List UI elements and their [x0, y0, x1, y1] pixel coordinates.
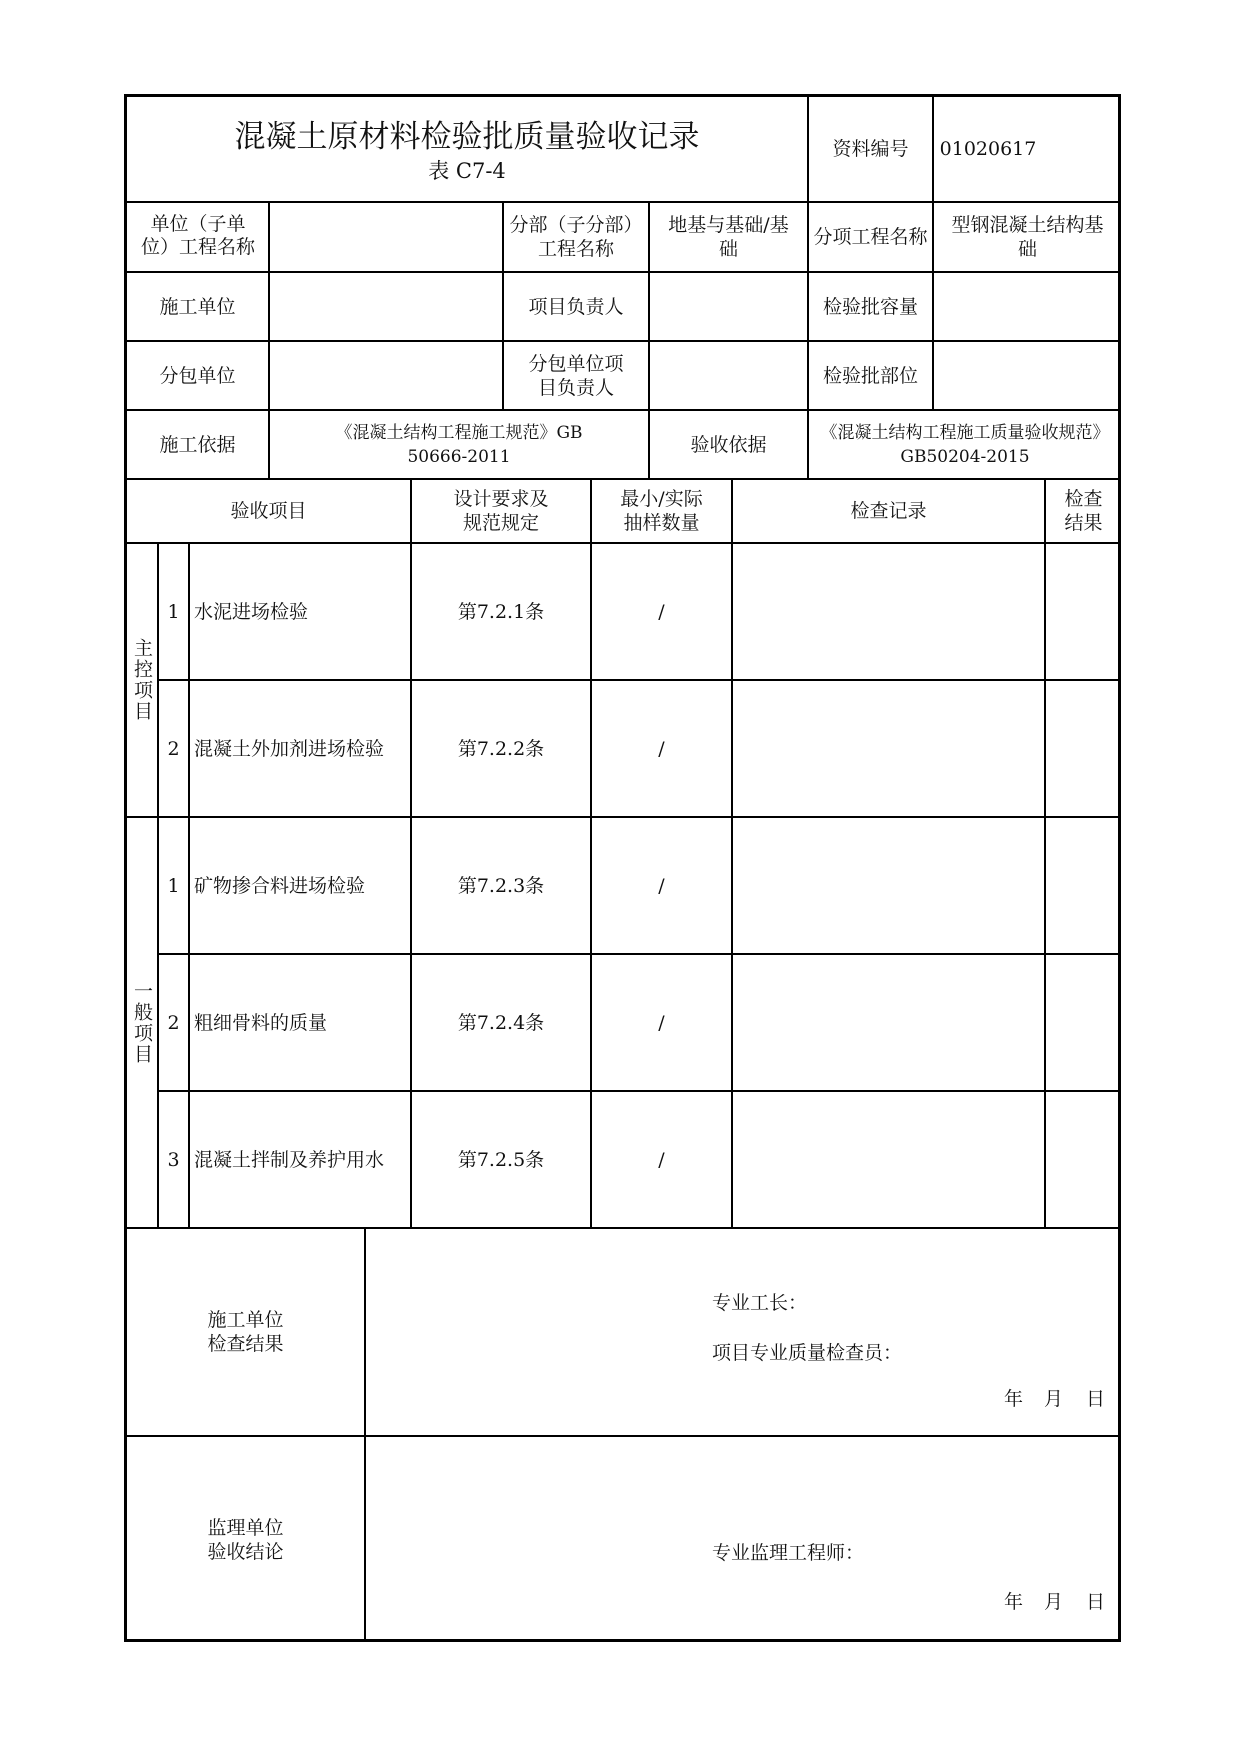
quality-inspector-signature-label: 项目专业质量检查员：: [712, 1342, 903, 1364]
unit-project-label: 单位（子单位）工程名称: [140, 213, 255, 258]
col-item-header: 验收项目: [230, 500, 307, 522]
col-result-header: 检查结果: [1064, 488, 1103, 534]
supervisor-date-year: 年: [1004, 1591, 1024, 1613]
main-item-2-no: 2: [167, 737, 180, 760]
general-item-1-result[interactable]: [1046, 818, 1121, 953]
col-record-header: 检查记录: [850, 500, 927, 522]
acceptance-basis-label: 验收依据: [690, 433, 767, 456]
general-item-2-name: 粗细骨料的质量: [194, 1011, 328, 1034]
contractor-value[interactable]: [270, 273, 502, 340]
main-item-2-sample: /: [658, 737, 665, 760]
general-item-3-clause: 第7.2.5条: [457, 1148, 545, 1171]
general-item-3-record[interactable]: [733, 1092, 1044, 1227]
rule: [364, 1227, 366, 1642]
sub-pm-value[interactable]: [650, 342, 807, 409]
doc-no-label: 资料编号: [832, 138, 909, 160]
general-item-2-result[interactable]: [1046, 955, 1121, 1090]
col-sample-header: 最小/实际抽样数量: [620, 488, 703, 534]
col-design-header: 设计要求及规范规定: [453, 488, 549, 534]
subitem-label: 分项工程名称: [813, 226, 928, 248]
general-item-2-record[interactable]: [733, 955, 1044, 1090]
location-value[interactable]: [934, 342, 1121, 409]
main-item-1-clause: 第7.2.1条: [457, 600, 545, 623]
group-general-label: 一般项目: [131, 980, 153, 1065]
contractor-date-day: 日: [1086, 1388, 1106, 1410]
contractor-date-month: 月: [1044, 1388, 1064, 1410]
doc-no-value: 01020617: [939, 138, 1037, 160]
main-item-2-record[interactable]: [733, 681, 1044, 816]
main-item-1-record[interactable]: [733, 544, 1044, 679]
basis-label: 施工依据: [159, 433, 236, 456]
general-item-3-no: 3: [167, 1148, 180, 1171]
form-title: 混凝土原材料检验批质量验收记录: [234, 119, 700, 155]
subitem-value[interactable]: 型钢混凝土结构基础: [951, 214, 1104, 260]
contractor-label: 施工单位: [159, 295, 236, 318]
general-item-3-name: 混凝土拌制及养护用水: [194, 1148, 385, 1171]
group-main-label: 主控项目: [131, 638, 153, 722]
contractor-date-year: 年: [1004, 1388, 1024, 1410]
general-item-2-clause: 第7.2.4条: [457, 1011, 545, 1034]
main-item-2-result[interactable]: [1046, 681, 1121, 816]
acceptance-basis-value: 《混凝土结构工程施工质量验收规范》GB50204-2015: [820, 422, 1110, 467]
supervising-engineer-signature-label: 专业监理工程师：: [712, 1542, 865, 1564]
general-item-1-name: 矿物掺合料进场检验: [194, 874, 366, 897]
general-item-1-no: 1: [167, 874, 180, 897]
general-item-3-result[interactable]: [1046, 1092, 1121, 1227]
pm-label: 项目负责人: [528, 295, 624, 318]
main-item-2-name: 混凝土外加剂进场检验: [194, 737, 385, 760]
subcontractor-value[interactable]: [270, 342, 502, 409]
main-item-1-no: 1: [167, 600, 180, 623]
main-item-1-name: 水泥进场检验: [194, 600, 309, 623]
foreman-signature-label: 专业工长：: [712, 1292, 808, 1314]
main-item-1-sample: /: [658, 600, 665, 623]
general-item-2-sample: /: [658, 1011, 665, 1034]
main-item-2-clause: 第7.2.2条: [457, 737, 545, 760]
capacity-value[interactable]: [934, 273, 1121, 340]
general-item-1-record[interactable]: [733, 818, 1044, 953]
supervisor-check-label: 监理单位验收结论: [207, 1516, 284, 1563]
location-label: 检验批部位: [822, 364, 918, 387]
division-value[interactable]: 地基与基础/基础: [668, 214, 789, 260]
general-item-3-sample: /: [658, 1148, 665, 1171]
supervisor-date-month: 月: [1044, 1591, 1064, 1613]
general-item-1-clause: 第7.2.3条: [457, 874, 545, 897]
division-label: 分部（子分部）工程名称: [509, 214, 643, 260]
pm-value[interactable]: [650, 273, 807, 340]
capacity-label: 检验批容量: [822, 295, 918, 318]
general-item-2-no: 2: [167, 1011, 180, 1034]
supervisor-date-day: 日: [1086, 1591, 1106, 1613]
subcontractor-label: 分包单位: [159, 364, 236, 387]
main-item-1-result[interactable]: [1046, 544, 1121, 679]
unit-project-value[interactable]: [270, 203, 502, 271]
general-item-1-sample: /: [658, 874, 665, 897]
contractor-check-label: 施工单位检查结果: [207, 1309, 284, 1355]
table-number: 表 C7-4: [428, 159, 506, 183]
basis-value: 《混凝土结构工程施工规范》GB 50666-2011: [335, 422, 583, 467]
acceptance-record-form: [124, 94, 1121, 1642]
sub-pm-label: 分包单位项目负责人: [528, 352, 624, 399]
